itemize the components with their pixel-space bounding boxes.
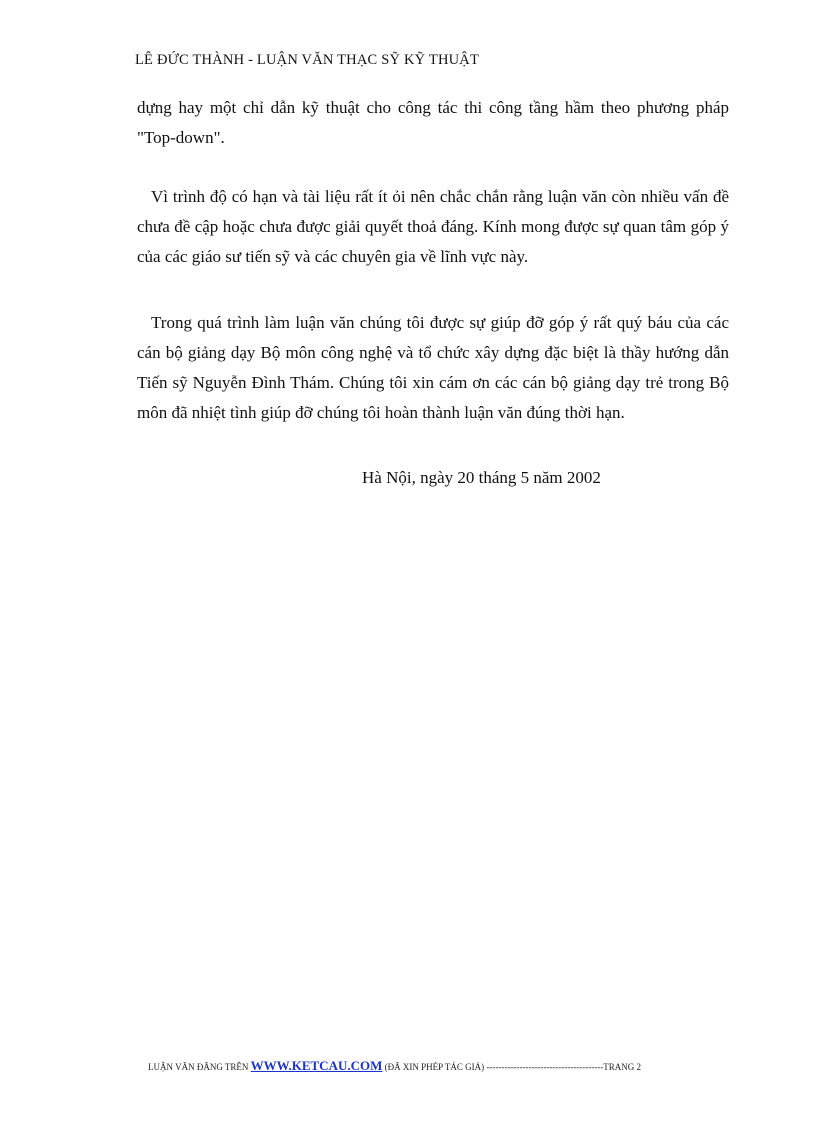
footer-permission-note: (ĐÃ XIN PHÉP TÁC GIẢ) — [382, 1062, 487, 1072]
footer-prefix: LUẬN VĂN ĐĂNG TRÊN — [148, 1062, 251, 1072]
footer-dashes: --------------------------------------- — [486, 1062, 604, 1072]
paragraph-limitations: Vì trình độ có hạn và tài liệu rất ít ỏi nên chắc chắn rằng luận văn còn nhiều vấn đề chưa đề cập hoặc chưa được giải quyết thoả đáng. Kính mong được sự quan tâm góp ý của các giáo sư tiến sỹ và các chuyên gia về lĩnh vực này. — [137, 187, 729, 266]
running-header: LÊ ĐỨC THÀNH - LUẬN VĂN THẠC SỸ KỸ THUẬT — [135, 52, 480, 68]
paragraph-acknowledgements: Trong quá trình làm luận văn chúng tôi được sự giúp đỡ góp ý rất quý báu của các cán bộ giảng dạy Bộ môn công nghệ và tổ chức xây dựng đặc biệt là thầy hướng dẫn Tiến sỹ Nguyễn Đình Thám. Chúng tôi xin cám ơn các cán bộ giảng dạy trẻ trong Bộ môn đã nhiệt tình giúp đỡ chúng tôi hoàn thành luận văn đúng thời hạn. — [137, 313, 729, 422]
place-date-signoff: Hà Nội, ngày 20 tháng 5 năm 2002 — [362, 468, 601, 487]
footer-website-link[interactable]: WWW.KETCAU.COM — [250, 1058, 383, 1073]
paragraph-intro-continuation: dựng hay một chỉ dẫn kỹ thuật cho công tác thi công tầng hầm theo phương pháp "Top-down". — [137, 98, 729, 147]
footer-page-number: TRANG 2 — [603, 1062, 642, 1072]
page-footer — [148, 1058, 641, 1074]
